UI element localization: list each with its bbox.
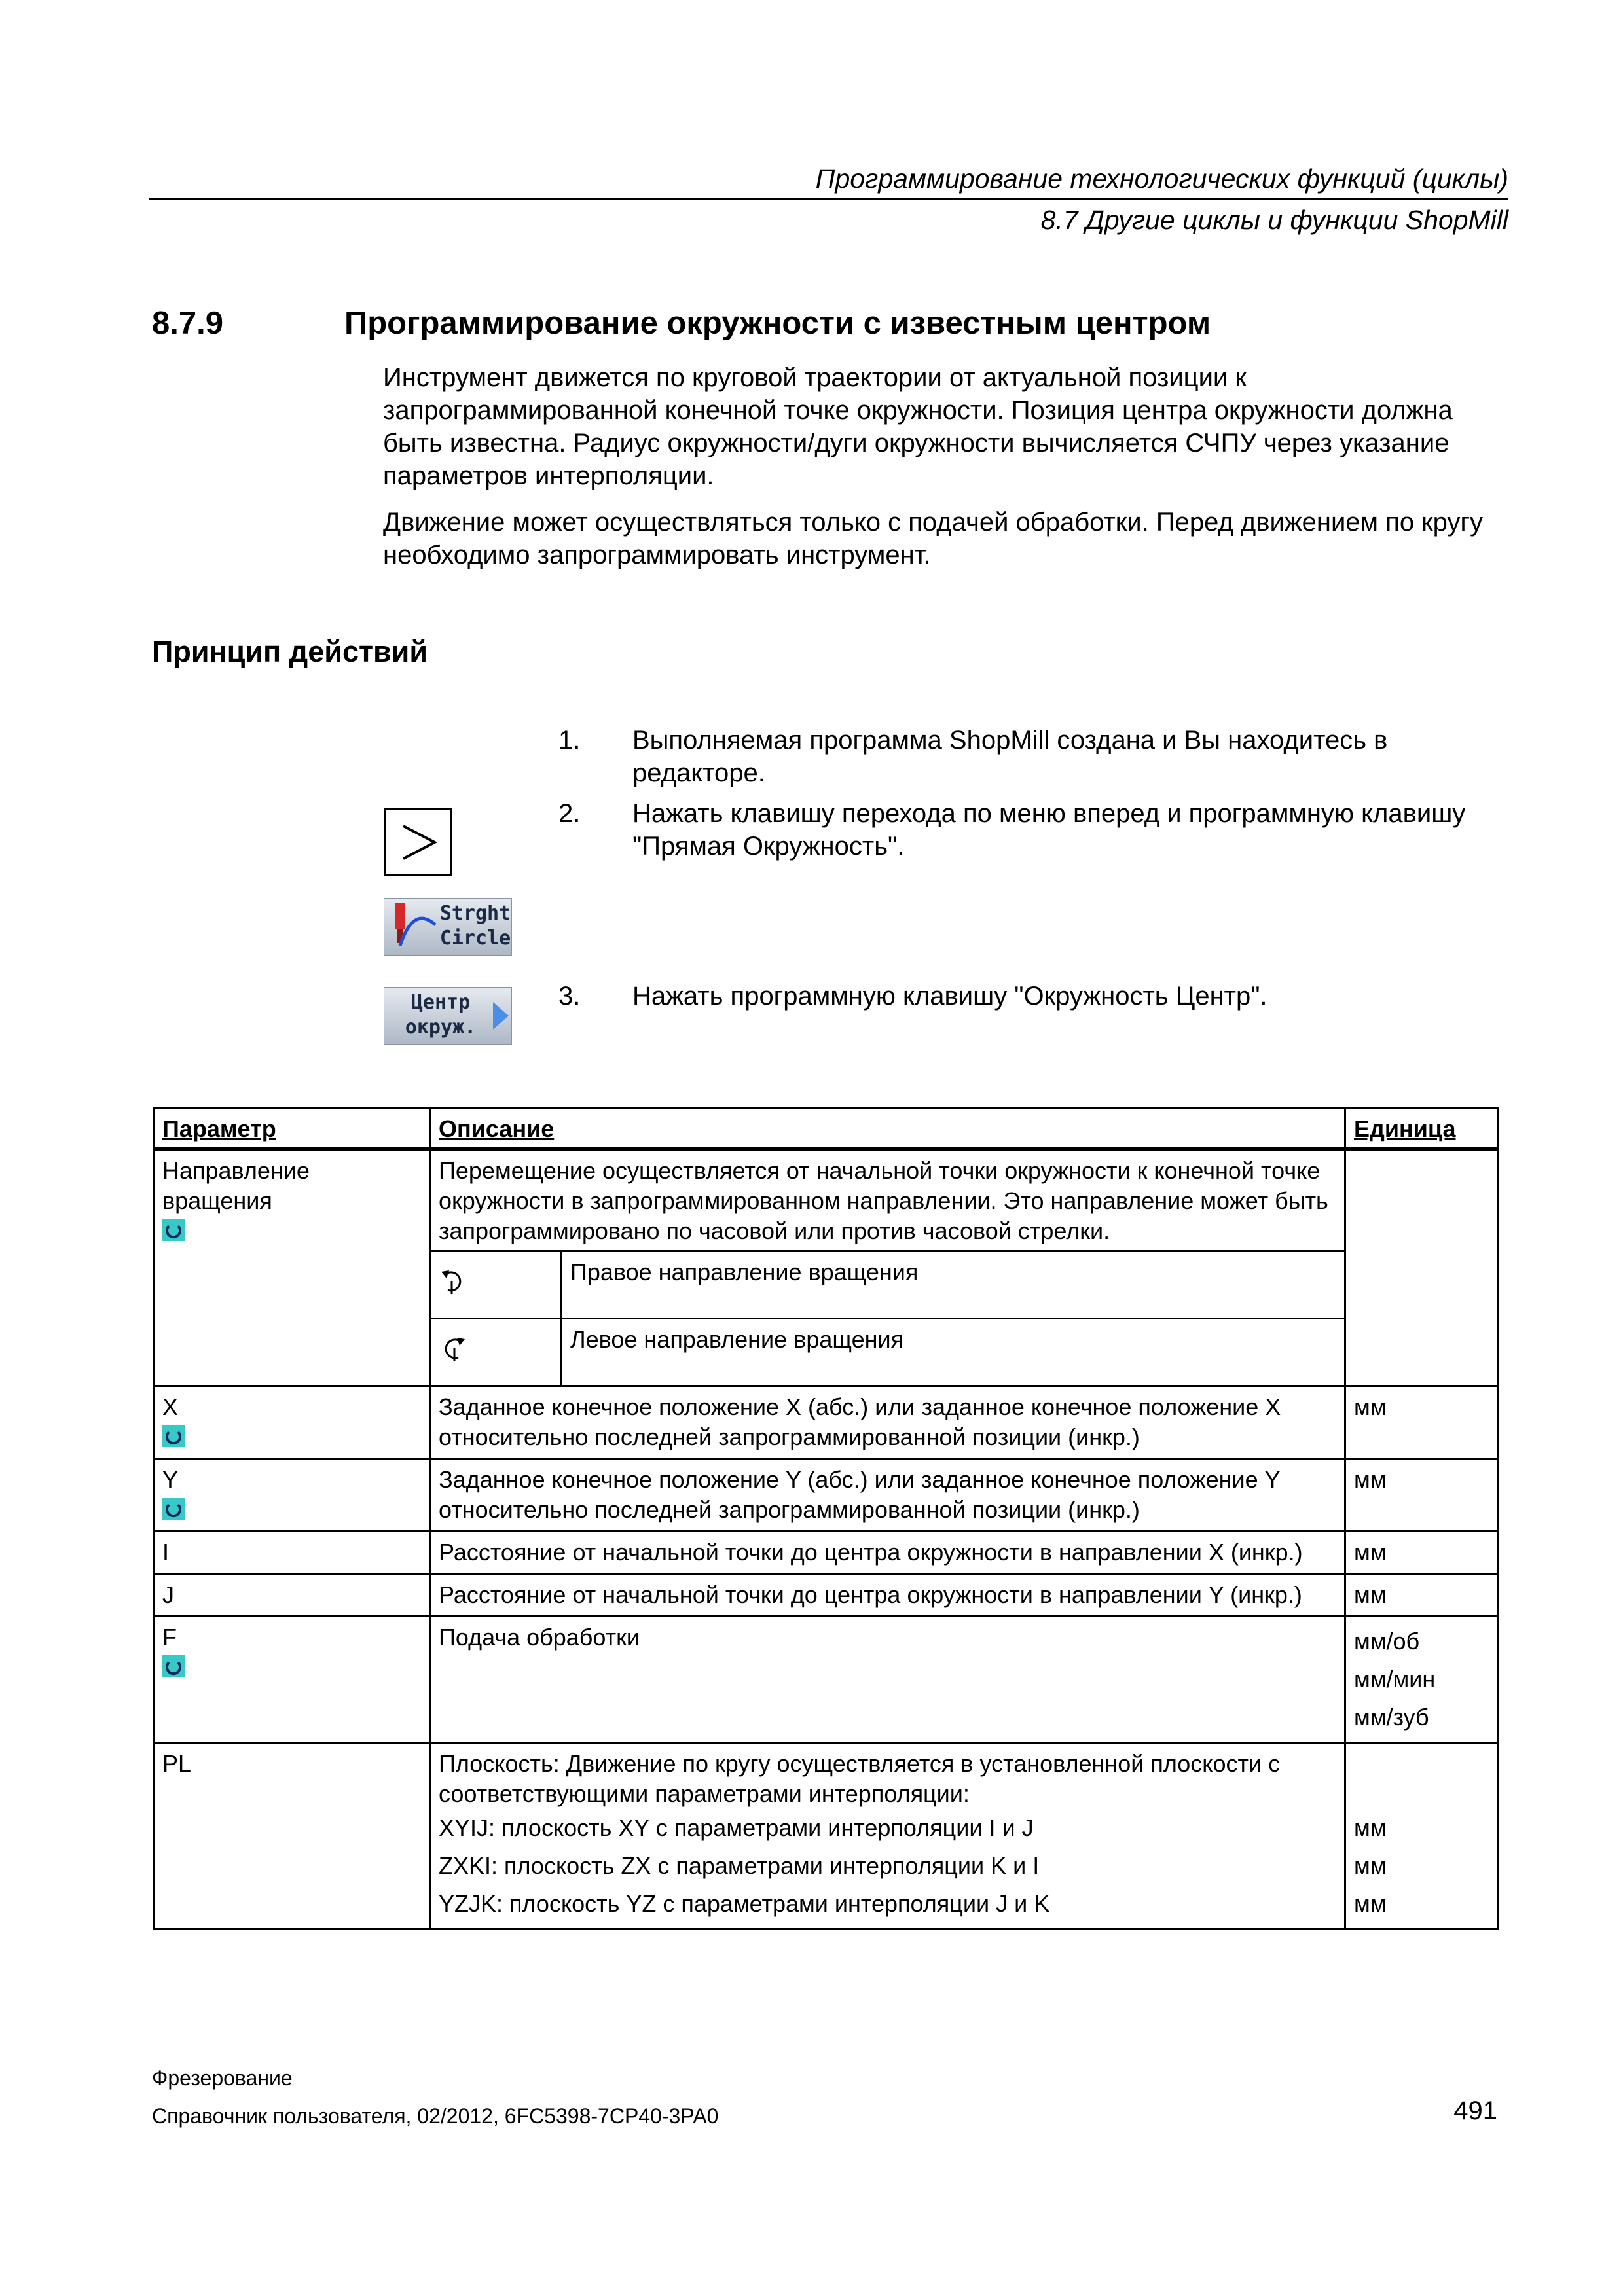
direction-subtable	[431, 1250, 1344, 1385]
header-section: 8.7 Другие циклы и функции ShopMill	[1040, 205, 1508, 235]
unit-option: мм/об	[1354, 1628, 1420, 1655]
header-chapter: Программирование технологических функций (циклы)	[815, 164, 1508, 194]
unit-option: мм	[1354, 1852, 1387, 1879]
description-cell: Расстояние от начальной точки до центра окружности в направлении Y (инкр.)	[430, 1574, 1345, 1617]
toggle-icon	[162, 1219, 185, 1241]
table-row	[154, 1386, 1499, 1459]
param-cell: PL	[154, 1743, 430, 1929]
plane-option: XYIJ: плоскость XY с параметрами интерполяции I и J	[439, 1814, 1034, 1841]
intro-paragraph-1: Инструмент движется по круговой траектории от актуальной позиции к запрограммированной конечной точке окружности. Позиция центра окружности должна быть известна. Радиус окружности/дуги окружности вычисляется СЧПУ через указание параметров интерполяции.	[383, 363, 1453, 490]
subtable-row	[431, 1251, 1344, 1319]
unit-option: мм	[1354, 1890, 1387, 1917]
menu-forward-key[interactable]	[384, 808, 452, 876]
unit-cell: мм	[1345, 1532, 1499, 1574]
toggle-icon	[162, 1655, 185, 1677]
table-header-row	[154, 1108, 1499, 1149]
header-param: Параметр	[154, 1108, 430, 1149]
unit-cell: мм	[1345, 1386, 1499, 1459]
milling-tool-icon	[387, 899, 439, 955]
description-cell: Расстояние от начальной точки до центра окружности в направлении X (инкр.)	[430, 1532, 1345, 1574]
unit-option: мм	[1354, 1814, 1387, 1841]
softkey-label-line-1: Центр	[410, 991, 471, 1014]
param-cell: I	[154, 1532, 430, 1574]
description-cell	[430, 1743, 1345, 1929]
param-cell	[154, 1149, 430, 1386]
unit-option: мм/зуб	[1354, 1704, 1429, 1731]
description-cell	[430, 1149, 1345, 1386]
table-row	[154, 1532, 1499, 1574]
step-2-text: Нажать клавишу перехода по меню вперед и программную клавишу "Прямая Окружность".	[632, 799, 1466, 861]
counterclockwise-label: Левое направление вращения	[562, 1319, 1345, 1386]
step-1-text: Выполняемая программа ShopMill создана и Вы находитесь в редакторе.	[632, 726, 1388, 787]
param-cell	[154, 1459, 430, 1532]
arrow-right-icon	[492, 988, 511, 1044]
header-rule	[149, 198, 1508, 200]
unit-cell: мм	[1345, 1574, 1499, 1617]
step-1-number: 1.	[558, 726, 581, 755]
footer-document: Справочник пользователя, 02/2012, 6FC5398-7CP40-3PA0	[152, 2104, 719, 2128]
page-number: 491	[1453, 2096, 1497, 2125]
softkey-label-line-2: Circle	[439, 927, 511, 950]
subtable-row	[431, 1319, 1344, 1386]
clockwise-label: Правое направление вращения	[562, 1251, 1345, 1319]
circle-center-softkey[interactable]	[384, 987, 512, 1045]
step-3-number: 3.	[558, 982, 581, 1011]
description-cell: Подача обработки	[430, 1617, 1345, 1743]
step-2-number: 2.	[558, 799, 581, 828]
description-text: Перемещение осуществляется от начальной точки окружности к конечной точке окружности в запрограммированном направлении. Это направление может быть запрограммировано по часовой или против часовой стрелки.	[439, 1157, 1328, 1244]
table-row	[154, 1743, 1499, 1929]
icon-cell	[431, 1251, 562, 1319]
param-cell: J	[154, 1574, 430, 1617]
unit-cell: мм	[1345, 1459, 1499, 1532]
param-name: Направление	[162, 1157, 310, 1184]
chevron-right-icon	[386, 810, 450, 874]
unit-cell	[1345, 1743, 1499, 1929]
icon-cell	[431, 1319, 562, 1386]
header-description: Описание	[430, 1108, 1345, 1149]
clockwise-icon	[439, 1266, 467, 1295]
counterclockwise-icon	[439, 1334, 467, 1363]
section-title: Программирование окружности с известным центром	[344, 306, 1211, 341]
table-row	[154, 1149, 1499, 1386]
section-number: 8.7.9	[152, 306, 223, 341]
table-row	[154, 1574, 1499, 1617]
description-cell: Заданное конечное положение X (абс.) или заданное конечное положение X относительно последней запрограммированной позиции (инкр.)	[430, 1386, 1345, 1459]
plane-option: YZJK: плоскость YZ с параметрами интерполяции J и K	[439, 1890, 1050, 1917]
softkey-label-line-2: окруж.	[405, 1016, 477, 1039]
straight-circle-softkey[interactable]	[384, 898, 512, 956]
param-cell	[154, 1617, 430, 1743]
softkey-label-line-1: Strght	[439, 902, 511, 925]
param-cell	[154, 1386, 430, 1459]
step-3-text: Нажать программную клавишу "Окружность Центр".	[632, 982, 1267, 1011]
param-name: X	[162, 1393, 179, 1420]
principle-heading: Принцип действий	[152, 635, 428, 668]
unit-cell	[1345, 1617, 1499, 1743]
toggle-icon	[162, 1425, 185, 1447]
table-row	[154, 1459, 1499, 1532]
toggle-icon	[162, 1498, 185, 1520]
table-row	[154, 1617, 1499, 1743]
footer-subject: Фрезерование	[152, 2066, 293, 2090]
unit-cell	[1345, 1149, 1499, 1386]
parameter-table	[153, 1107, 1499, 1930]
description-text: Плоскость: Движение по кругу осуществляется в установленной плоскости с соответствующими параметрами интерполяции:	[439, 1750, 1281, 1807]
param-name: Y	[162, 1466, 179, 1493]
intro-paragraph-2: Движение может осуществляться только с подачей обработки. Перед движением по кругу необходимо запрограммировать инструмент.	[383, 508, 1484, 569]
unit-option: мм/мин	[1354, 1666, 1436, 1693]
description-cell: Заданное конечное положение Y (абс.) или заданное конечное положение Y относительно последней запрограммированной позиции (инкр.)	[430, 1459, 1345, 1532]
header-unit: Единица	[1345, 1108, 1499, 1149]
plane-option: ZXKI: плоскость ZX с параметрами интерполяции K и I	[439, 1852, 1040, 1879]
param-name: вращения	[162, 1187, 272, 1214]
param-name: F	[162, 1624, 177, 1651]
